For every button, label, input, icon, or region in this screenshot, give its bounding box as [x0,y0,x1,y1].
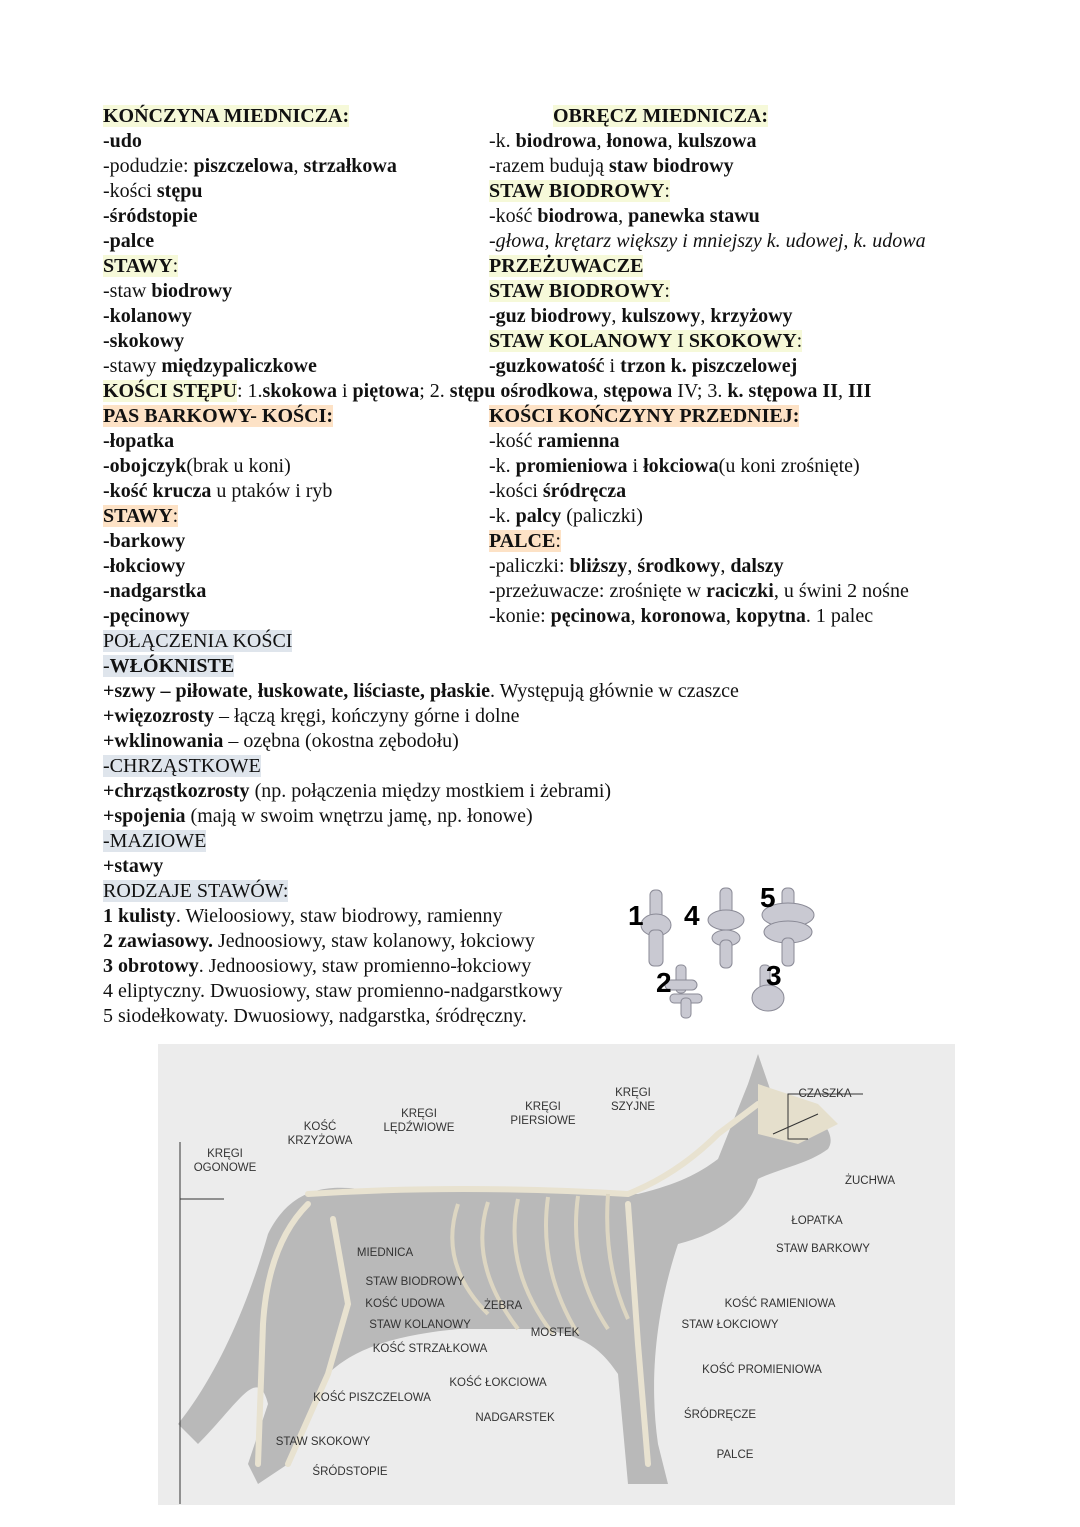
section-line [103,679,739,704]
text-segment: , [247,680,258,702]
text-segment: skokowa [262,380,337,402]
text-segment: , [596,130,607,152]
dog-skeleton-diagram [158,1044,955,1505]
text-segment: , u świni 2 nośne [773,580,909,602]
text-segment: -k. [489,130,516,152]
text-segment: -k. [489,455,516,477]
left-col-line [103,104,349,129]
text-segment: +stawy [103,855,164,877]
text-segment: : [555,530,561,552]
right-col-line [489,304,793,329]
text-segment: -kość [489,205,538,227]
joint-number: 1 [628,900,644,931]
left-col-line [103,229,154,254]
text-segment: -paliczki: [489,555,570,577]
left-col-line [103,354,317,379]
section-line [103,1004,527,1029]
text-segment: stępu ośrodkowa [449,380,594,402]
diagram-label: STAW SKOKOWY [275,1436,371,1448]
section-line [103,929,535,954]
text-segment: ramienna [537,430,620,452]
section-line [103,629,292,654]
diagram-label: KOŚĆ PISZCZELOWA [313,1392,431,1404]
text-segment: KOŚCI KOŃCZYNY PRZEDNIEJ: [489,405,800,427]
text-segment: koronowa [640,605,726,627]
text-segment: -kość krucza [103,480,212,502]
text-segment: -guz biodrowy [489,305,612,327]
text-segment: (paliczki) [561,505,643,527]
text-segment: WŁÓKNISTE [109,655,235,677]
text-segment: -nadgarstka [103,580,207,602]
diagram-label: KOŚĆ PROMIENIOWA [702,1364,822,1376]
right-col-line [489,179,670,204]
text-segment: -przeżuwacze: zrośnięte w [489,580,707,602]
diagram-label: ŚRÓDRĘCZE [683,1409,757,1421]
right-col-line [489,329,802,354]
text-segment: środkowy [637,555,721,577]
text-segment: -kości [103,180,157,202]
text-segment: PALCE [489,530,556,552]
text-segment: biodrowa [537,205,619,227]
text-segment: STAWY [103,505,173,527]
text-segment: , [618,205,629,227]
text-segment: , [667,130,678,152]
text-segment: -staw [103,280,152,302]
right-col-line [489,454,860,479]
text-segment: – ozębna (okostna zębodołu) [223,730,459,752]
section-line [103,979,563,1004]
diagram-label: NADGARSTEK [475,1412,555,1424]
text-segment: OBRĘCZ MIEDNICZA: [553,105,769,127]
section-line [103,729,459,754]
text-segment: : [172,255,179,277]
text-segment: KOŃCZYNA MIEDNICZA: [103,105,350,127]
left-col-line [103,454,291,479]
text-segment: +wklinowania [103,730,224,752]
left-col-line [103,404,333,429]
text-segment: trzon k. piszczelowej [620,355,798,377]
right-col-line [489,579,909,604]
text-segment: -kości [489,480,543,502]
text-segment: -stawy [103,355,162,377]
text-segment: panewka stawu [628,205,760,227]
diagram-label: KOŚĆ RAMIENIOWA [724,1298,836,1310]
text-segment: -śródstopie [103,205,198,227]
right-col-line [489,404,799,429]
diagram-label: MOSTEK [530,1327,580,1339]
text-segment: STAW BIODROWY [489,280,665,302]
text-segment: , [293,155,304,177]
section-line [103,754,261,779]
text-segment: -CHRZĄSTKOWE [103,755,261,777]
text-segment: -palce [103,230,155,252]
text-segment: promieniowa [515,455,628,477]
text-segment: : [796,330,803,352]
text-segment: i [336,380,353,402]
text-segment: (mają w swoim wnętrzu jamę, np. łonowe) [185,805,533,827]
text-segment: 3 obrotowy [103,955,199,977]
text-segment: strzałkowa [303,155,397,177]
text-segment: międzypaliczkowe [161,355,317,377]
diagram-label: ŚRÓDSTOPIE [312,1466,388,1478]
section-line [103,779,611,804]
text-segment: ; 2. [419,380,450,402]
text-segment: PAS BARKOWY- KOŚCI: [103,405,334,427]
diagram-label: KOŚĆ ŁOKCIOWA [449,1377,547,1389]
right-col-line [489,129,756,154]
text-segment: kopytna [735,605,806,627]
text-segment: , [593,380,604,402]
text-segment: palcy [515,505,562,527]
text-segment: , [838,380,848,402]
text-segment: +spojenia [103,805,186,827]
right-col-line [553,104,768,129]
joint-types-illustration [620,880,830,1020]
text-segment: -MAZIOWE [103,830,207,852]
diagram-label: STAW BIODROWY [365,1276,465,1288]
text-segment: biodrowa [515,130,597,152]
text-segment: -udo [103,130,142,152]
text-segment: -kolanowy [103,305,192,327]
text-segment: -łopatka [103,430,175,452]
text-segment: staw biodrowy [608,155,734,177]
right-col-line [489,154,734,179]
text-segment: (brak u koni) [186,455,291,477]
diagram-label: STAW KOLANOWY [369,1319,471,1331]
text-segment: STAW KOLANOWY [489,330,673,352]
text-segment: 1 kulisty [103,905,176,927]
text-segment: -podudzie: [103,155,194,177]
left-col-line [103,529,185,554]
text-segment: bliższy [569,555,628,577]
text-segment: III [848,380,872,402]
text-segment: , [627,555,638,577]
text-segment: krzyżowy [710,305,793,327]
diagram-label: KOŚĆ KRZYŻOWA [287,1121,353,1147]
text-segment: -obojczyk [103,455,187,477]
text-segment: Jednoosiowy, staw kolanowy, łokciowy [213,930,535,952]
left-col-line [103,604,190,629]
text-segment: , [630,605,641,627]
diagram-label: KOŚĆ UDOWA [365,1298,445,1310]
section-line [103,804,533,829]
text-segment: łuskowate, liściaste, płaskie [257,680,490,702]
right-col-line [489,529,561,554]
joint-number: 2 [656,967,672,998]
text-segment: IV; 3. [672,380,728,402]
text-segment: -kość [489,430,538,452]
text-segment: piszczelowa [193,155,294,177]
section-line [103,954,531,979]
text-segment: , [700,305,711,327]
text-segment: łonowa [606,130,668,152]
right-col-line [489,254,643,279]
text-segment: -guzkowatość [489,355,605,377]
text-segment: 4 eliptyczny. Dwuosiowy, staw promienno-nadgarstkowy [103,980,563,1002]
tarsal-bones-line [103,379,871,404]
text-segment: . 1 palec [805,605,874,627]
section-line [103,829,206,854]
diagram-label: KRĘGI PIERSIOWE [510,1101,576,1127]
left-col-line [103,154,397,179]
right-col-line [489,554,784,579]
text-segment: -k. [489,505,516,527]
text-segment: raciczki [706,580,774,602]
section-line [103,904,503,929]
text-segment: (u koni zrośnięte) [718,455,860,477]
text-segment: kulszowy [621,305,701,327]
text-segment: : 1. [236,380,263,402]
section-line [103,854,163,879]
text-segment: , [720,555,731,577]
joint-number: 3 [766,960,782,991]
left-col-line [103,579,206,604]
section-line [103,704,519,729]
section-line [103,879,288,904]
text-segment: stępowa [603,380,673,402]
left-col-line [103,504,178,529]
text-segment: RODZAJE STAWÓW: [103,880,289,902]
right-col-line [489,229,926,254]
diagram-label: CZASZKA [798,1088,852,1100]
text-segment: +chrząstkozrosty [103,780,250,802]
text-segment: . Jednoosiowy, staw promienno-łokciowy [198,955,532,977]
text-segment: . Wieloosiowy, staw biodrowy, ramienny [175,905,503,927]
right-col-line [489,429,620,454]
text-segment: +szwy – piłowate [103,680,248,702]
right-col-line [489,604,873,629]
text-segment: -głowa, krętarz większy i mniejszy k. udowej, k. udowa [489,230,926,252]
text-segment: i [627,455,644,477]
text-segment: biodrowy [151,280,233,302]
text-segment: -łokciowy [103,555,186,577]
left-col-line [103,554,185,579]
text-segment: 2 zawiasowy. [103,930,213,952]
diagram-label: STAW BARKOWY [776,1243,870,1255]
text-segment: k. stępowa II [727,380,838,402]
diagram-label: MIEDNICA [356,1247,414,1259]
left-col-line [103,479,332,504]
text-segment: - [103,655,110,677]
text-segment: u ptaków i ryb [211,480,333,502]
text-segment: -razem budują [489,155,609,177]
left-col-line [103,304,192,329]
text-segment: , [611,305,622,327]
diagram-label: KRĘGI SZYJNE [610,1087,656,1113]
text-segment: : [172,505,179,527]
text-segment: : [664,180,670,202]
section-line [103,654,234,679]
text-segment: -pęcinowy [103,605,190,627]
text-segment: -barkowy [103,530,186,552]
text-segment: POŁĄCZENIA KOŚCI [103,630,293,652]
right-col-line [489,354,797,379]
diagram-label: KOŚĆ STRZAŁKOWA [372,1343,488,1355]
left-col-line [103,279,232,304]
text-segment: PRZEŻUWACZE [489,255,644,277]
text-segment: – łączą kręgi, kończyny górne i dolne [214,705,520,727]
right-col-line [489,504,643,529]
text-segment: pęcinowa [550,605,631,627]
text-segment: łokciowa [643,455,719,477]
text-segment: STAWY [103,255,173,277]
text-segment: 5 siodełkowaty. Dwuosiowy, nadgarstka, śródręczny. [103,1005,527,1027]
text-segment: stępu [156,180,203,202]
text-segment: STAW BIODROWY [489,180,665,202]
diagram-label: ŻEBRA [483,1300,523,1312]
text-segment: dalszy [730,555,784,577]
left-col-line [103,254,178,279]
text-segment: -skokowy [103,330,185,352]
left-col-line [103,204,197,229]
left-col-line [103,179,202,204]
text-segment: i [604,355,621,377]
text-segment: śródręcza [542,480,627,502]
right-col-line [489,479,626,504]
left-col-line [103,429,174,454]
diagram-label: STAW ŁOKCIOWY [681,1319,779,1331]
text-segment: . Występują głównie w czaszce [489,680,739,702]
text-segment: , [725,605,736,627]
text-segment: I [672,330,689,352]
text-segment: +więzozrosty [103,705,214,727]
joint-number: 5 [760,882,776,913]
diagram-label: KRĘGI LĘDŹWIOWE [383,1108,455,1134]
right-col-line [489,279,670,304]
left-col-line [103,329,184,354]
text-segment: piętowa [352,380,420,402]
text-segment: SKOKOWY [688,330,797,352]
text-segment: : [664,280,670,302]
text-segment: kulszowa [677,130,757,152]
diagram-label: PALCE [716,1449,754,1461]
joint-number: 4 [684,900,700,931]
right-col-line [489,204,760,229]
text-segment: -konie: [489,605,551,627]
diagram-label: KRĘGI OGONOWE [193,1148,257,1174]
left-col-line [103,129,142,154]
diagram-label: ŁOPATKA [791,1215,843,1227]
diagram-label: ŻUCHWA [844,1175,896,1187]
text-segment: KOŚCI STĘPU [103,380,237,402]
text-segment: (np. połączenia między mostkiem i żebrami) [249,780,612,802]
